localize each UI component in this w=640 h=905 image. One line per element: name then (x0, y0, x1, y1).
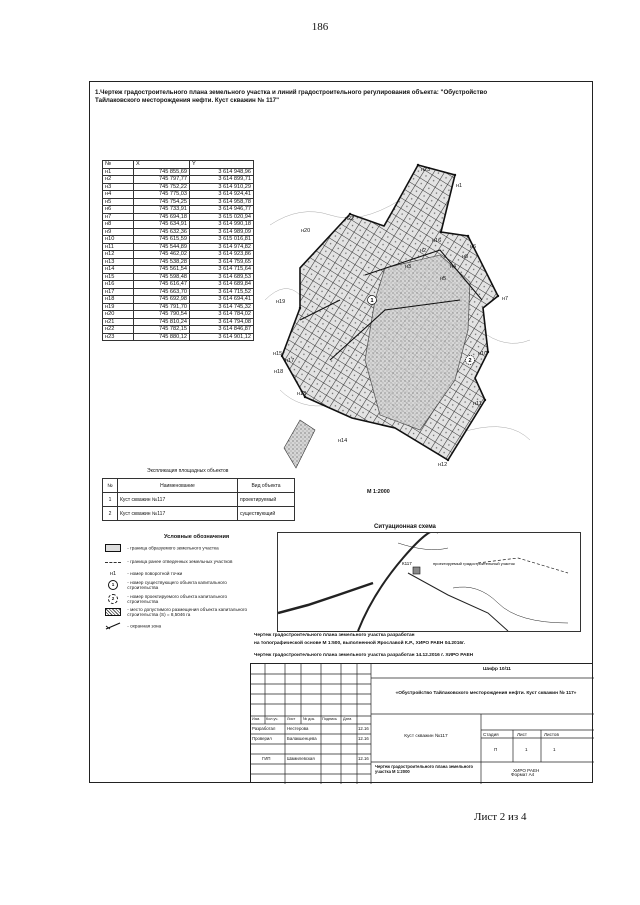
point-id-cell: н5 (103, 198, 134, 206)
proposed-object-symbol-label: 2 (108, 594, 118, 604)
table-row (103, 326, 254, 334)
table-row (103, 206, 254, 214)
point-label: н19 (276, 299, 286, 305)
x-coordinate-cell: 745 752,22 (134, 183, 190, 191)
table-row (103, 183, 254, 191)
note-line: Чертеж градостроительного плана земельного участка разработан (254, 633, 415, 638)
explication-caption: Экспликация площадных объектов (147, 468, 229, 474)
point-id-cell: н8 (103, 221, 134, 229)
point-label: н20 (301, 228, 311, 234)
y-coordinate-cell: 3 614 990,18 (190, 221, 254, 229)
y-coordinate-cell: 3 614 910,29 (190, 183, 254, 191)
expl-col-number: № (103, 479, 118, 493)
y-coordinate-cell: 3 615 020,94 (190, 213, 254, 221)
point-id-cell: н23 (103, 333, 134, 341)
point-label: н17 (285, 358, 295, 364)
stamp-role: Проверил (252, 736, 272, 741)
expl-cell: Куст скважин №117 (118, 493, 238, 507)
table-row (103, 213, 254, 221)
stamp-project: «Обустройство Тайлаковского месторождения нефти. Куст скважин № 117» (395, 691, 577, 696)
point-id-cell: н18 (103, 296, 134, 304)
table-row (103, 198, 254, 206)
proposed-object-symbol (100, 594, 126, 604)
table-row (103, 303, 254, 311)
point-id-cell: н14 (103, 266, 134, 274)
x-coordinate-cell: 745 810,24 (134, 318, 190, 326)
expl-cell: проектируемый (238, 493, 295, 507)
point-label: н2 (420, 248, 427, 254)
x-coordinate-cell: 745 754,25 (134, 198, 190, 206)
y-coordinate-cell: 3 614 958,78 (190, 198, 254, 206)
point-id-cell: н4 (103, 191, 134, 199)
existing-object-symbol-label: 1 (108, 580, 118, 590)
legend-title: Условные обозначения (164, 534, 230, 540)
stamp-col-header: Подпись (322, 717, 338, 721)
table-row (103, 168, 254, 176)
y-coordinate-cell: 3 614 794,08 (190, 318, 254, 326)
stamp-col-header: Лист (287, 717, 296, 721)
stage-value: П (494, 747, 498, 752)
point-id-cell: н10 (103, 236, 134, 244)
page-number: 186 (311, 21, 329, 33)
point-label: н7 (502, 296, 509, 302)
point-id-cell: н1 (103, 168, 134, 176)
table-row (103, 311, 254, 319)
stamp-name: Нестерова (287, 726, 309, 731)
y-coordinate-cell: 3 615 016,81 (190, 236, 254, 244)
stamp-role: ГИП (262, 756, 271, 761)
drawing-title: 1.Чертеж градостроительного плана земельного участка и линий градостроительного регулирования объекта: "Обустройство Тайлаковского месторождения нефти. Куст скважин № 117" (95, 89, 488, 104)
expl-cell: 2 (103, 507, 118, 521)
point-id-cell: н6 (103, 206, 134, 214)
protection-zone-symbol (100, 622, 126, 631)
table-row (103, 507, 295, 521)
point-label: н6 (470, 244, 477, 250)
format-label: Формат А4 (511, 772, 535, 777)
stamp-col-header: Изм. (252, 717, 261, 721)
x-coordinate-cell: 745 538,28 (134, 258, 190, 266)
x-coordinate-cell: 745 634,91 (134, 221, 190, 229)
stamp-drawing-name: Чертеж градостроительного плана земельного участка М 1:2000 (375, 764, 474, 774)
expl-col-type: Вид объекта (238, 479, 295, 493)
x-coordinate-cell: 745 692,98 (134, 296, 190, 304)
x-coordinate-cell: 745 694,18 (134, 213, 190, 221)
point-id-cell: н2 (103, 176, 134, 184)
point-number-symbol: н1 (109, 571, 117, 577)
situation-caption: Ситуационная схема (374, 524, 436, 530)
y-coordinate-cell: 3 614 715,64 (190, 266, 254, 274)
site-label: проектируемый градостроительный участок (433, 561, 515, 566)
point-label: н10 (478, 351, 488, 357)
legend-item (100, 622, 161, 631)
x-coordinate-cell: 745 880,12 (134, 333, 190, 341)
x-coordinate-cell: 745 791,70 (134, 303, 190, 311)
point-label: н12 (438, 462, 448, 468)
y-coordinate-cell: 3 614 846,87 (190, 326, 254, 334)
situation-scheme (277, 532, 581, 632)
situation-map (278, 533, 580, 631)
stamp-object: Куст скважин №117 (404, 734, 448, 739)
coordinates-header-row (103, 161, 254, 169)
x-coordinate-cell: 745 790,54 (134, 311, 190, 319)
x-coordinate-cell: 745 462,02 (134, 251, 190, 259)
x-coordinate-cell: 745 615,59 (134, 236, 190, 244)
col-y: Y (190, 161, 254, 169)
y-coordinate-cell: 3 614 759,65 (190, 258, 254, 266)
legend-item (100, 607, 257, 617)
y-coordinate-cell: 3 614 989,09 (190, 228, 254, 236)
point-id-cell: н15 (103, 273, 134, 281)
legend-text: - граница образуемого земельного участка (127, 545, 219, 551)
stamp-name: Балакшенцева (287, 736, 317, 741)
legend-text: - номер поворотной точки (127, 571, 183, 577)
note-line: Чертеж градостроительного плана земельного участка разработан 14.12.2016 г. ХИРО РАЕН (254, 653, 474, 658)
stamp-code: Шифр 10/11 (483, 667, 511, 672)
x-coordinate-cell: 745 775,03 (134, 191, 190, 199)
stage-value: 1 (553, 747, 556, 752)
legend-item (100, 571, 182, 577)
point-label: н18 (274, 369, 284, 375)
point-label: н8 (462, 254, 469, 260)
legend-text: - номер проектируемого объекта капитального строительства (127, 594, 228, 604)
point-label: н14 (338, 438, 348, 444)
x-coordinate-cell: 745 855,69 (134, 168, 190, 176)
point-label: н23 (421, 167, 431, 173)
expl-cell: существующий (238, 507, 295, 521)
legend-item (100, 544, 219, 553)
sheet-counter: Лист 2 из 4 (474, 811, 527, 823)
point-id-cell: н20 (103, 311, 134, 319)
expl-col-name: Наименование (118, 479, 238, 493)
table-row (103, 333, 254, 341)
point-label: н3 (405, 264, 412, 270)
allowed-area-symbol (100, 608, 126, 617)
legend-text: - граница ранее отведенных земельных участков (127, 559, 233, 564)
table-row (103, 228, 254, 236)
explication-table (102, 478, 295, 521)
previous-boundary-symbol (100, 559, 126, 564)
y-coordinate-cell: 3 614 715,52 (190, 288, 254, 296)
point-label: н4 (450, 264, 457, 270)
x-coordinate-cell: 745 733,91 (134, 206, 190, 214)
title-block (250, 663, 593, 783)
stamp-date: 12.16 (358, 756, 369, 761)
expl-cell: Куст скважин №117 (118, 507, 238, 521)
table-row (103, 288, 254, 296)
table-row (103, 281, 254, 289)
table-row (103, 296, 254, 304)
stamp-role: Разработал (252, 726, 276, 731)
parcel-boundary-symbol (100, 544, 126, 553)
site-plan-map (255, 150, 555, 475)
x-coordinate-cell: 745 632,36 (134, 228, 190, 236)
x-coordinate-cell: 745 797,77 (134, 176, 190, 184)
point-label: н13 (297, 391, 307, 397)
table-row (103, 251, 254, 259)
point-label: н16 (432, 238, 442, 244)
stage-header: Стадия (483, 732, 499, 737)
y-coordinate-cell: 3 614 899,71 (190, 176, 254, 184)
point-id-cell: н9 (103, 228, 134, 236)
well-pad-label: К117 (402, 561, 412, 566)
y-coordinate-cell: 3 614 745,32 (190, 303, 254, 311)
note-line: на топографической основе М 1:500, выполненной Ярославой К.Р., ХИРО РАЕН 04.2016г. (254, 641, 465, 646)
table-row (103, 258, 254, 266)
stage-value: 1 (525, 747, 528, 752)
point-label: н22 (345, 216, 355, 222)
table-row (103, 243, 254, 251)
point-id-cell: н16 (103, 281, 134, 289)
object-number-label: 1 (370, 298, 374, 304)
coordinates-table (102, 160, 254, 341)
stage-header: Листов (544, 732, 559, 737)
stamp-date: 12.16 (358, 726, 369, 731)
point-id-cell: н3 (103, 183, 134, 191)
stamp-col-header: № док. (303, 717, 316, 721)
y-coordinate-cell: 3 614 689,53 (190, 273, 254, 281)
stamp-date: 12.16 (358, 736, 369, 741)
point-id-cell: н19 (103, 303, 134, 311)
stamp-col-header: Дата (343, 717, 352, 721)
x-coordinate-cell: 745 663,70 (134, 288, 190, 296)
point-label: н1 (456, 183, 463, 189)
y-coordinate-cell: 3 614 946,77 (190, 206, 254, 214)
expl-cell: 1 (103, 493, 118, 507)
point-id-cell: н13 (103, 258, 134, 266)
y-coordinate-cell: 3 614 924,41 (190, 191, 254, 199)
explication-header-row (103, 479, 295, 493)
x-coordinate-cell: 745 598,48 (134, 273, 190, 281)
point-id-cell: н22 (103, 326, 134, 334)
legend-text: - номер существующего объекта капитального строительства (127, 580, 227, 590)
y-coordinate-cell: 3 614 784,02 (190, 311, 254, 319)
point-id-cell: н17 (103, 288, 134, 296)
point-id-cell: н11 (103, 243, 134, 251)
legend-item (100, 594, 247, 604)
y-coordinate-cell: 3 614 689,84 (190, 281, 254, 289)
table-row (103, 176, 254, 184)
y-coordinate-cell: 3 614 948,96 (190, 168, 254, 176)
stamp-organization: ХИРО РАЕН (513, 768, 540, 773)
col-number: № (103, 161, 134, 169)
hatched-strip (284, 420, 315, 468)
table-row (103, 236, 254, 244)
table-row (103, 493, 295, 507)
point-id-cell: н21 (103, 318, 134, 326)
table-row (103, 221, 254, 229)
stamp-col-header: Кол.уч. (266, 717, 279, 721)
existing-object-symbol (100, 580, 126, 590)
x-coordinate-cell: 745 616,47 (134, 281, 190, 289)
table-row (103, 191, 254, 199)
col-x: X (134, 161, 190, 169)
point-label: н15 (273, 351, 283, 357)
legend-text: - охранная зона (127, 623, 162, 629)
table-row (103, 266, 254, 274)
object-number-label: 2 (468, 358, 472, 364)
y-coordinate-cell: 3 614 974,82 (190, 243, 254, 251)
stamp-name: Шамилевская (287, 756, 315, 761)
table-row (103, 318, 254, 326)
map-scale: М 1:2000 (367, 489, 390, 495)
point-id-cell: н12 (103, 251, 134, 259)
legend-item (100, 559, 232, 564)
point-label: н11 (473, 401, 482, 407)
x-coordinate-cell: 745 561,54 (134, 266, 190, 274)
y-coordinate-cell: 3 614 901,12 (190, 333, 254, 341)
y-coordinate-cell: 3 614 694,41 (190, 296, 254, 304)
point-label: н5 (440, 276, 447, 282)
point-id-cell: н7 (103, 213, 134, 221)
legend-text: - место допустимого размещения объекта капитального строительства (S) = 8,5046 га (127, 607, 248, 617)
legend-item (100, 580, 247, 590)
table-row (103, 273, 254, 281)
x-coordinate-cell: 745 544,89 (134, 243, 190, 251)
x-coordinate-cell: 745 782,15 (134, 326, 190, 334)
stage-header: Лист (517, 732, 527, 737)
y-coordinate-cell: 3 614 923,86 (190, 251, 254, 259)
